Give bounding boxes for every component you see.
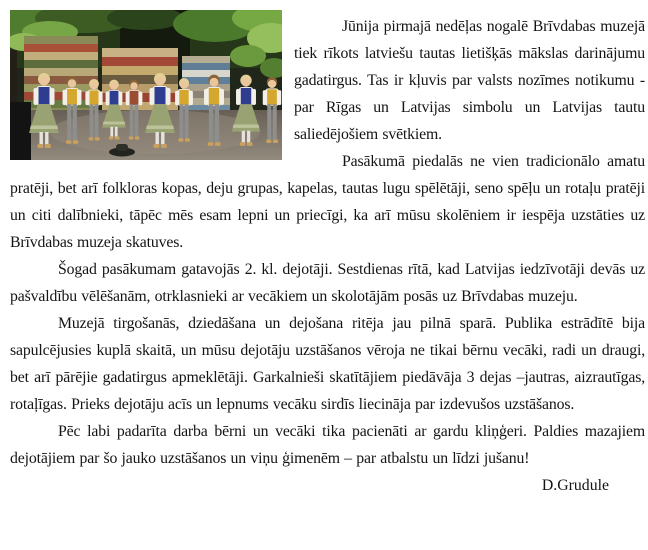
paragraph-preparation: Šogad pasākumam gatavojās 2. kl. dejotāji. Sestdienas rītā, kad Latvijas iedzīvotāji devās uz pašvaldību vēlēšanām, otrklasnieki ar vecākiem un skolotājām posās uz Brīvdabas muzeju.	[10, 261, 645, 305]
folk-dance-photo-illustration	[10, 10, 282, 160]
paragraph-participants: Pasākumā piedalās ne vien tradicionālo amatu pratēji, bet arī folkloras kopas, deju grupas, kapelas, tautas lugu spēlētāji, seno spēļu un rotaļu pratēji un citi dalībnieki, tāpēc mēs esam lepni un priecīgi, ka arī mūsu skolēniem ir iespēja uzstāties uz Brīvdabas muzeja skatuves.	[10, 153, 645, 251]
textile-panel-right	[182, 56, 230, 118]
paragraph-thanks: Pēc labi padarīta darba bērni un vecāki tika pacienāti ar gardu kliņģeri. Paldies mazajiem dejotājiem par šo jauko uzstāšanos un viņu ģimenēm – par atbalstu un līdzi jušanu!	[10, 423, 645, 467]
paragraph-intro: Jūnija pirmajā nedēļas nogalē Brīvdabas muzejā tiek rīkots latviešu tautas lietišķās mākslas darinājumu gadatirgus. Tas ir kļuvis par valsts nozīmes notikumu - par Rīgas un Latvijas simbolu un Latvijas tautu saliedējošiem svētkiem.	[294, 18, 645, 143]
event-photo	[10, 10, 282, 160]
paragraph-performance: Muzejā tirgošanās, dziedāšana un dejošana ritēja jau pilnā sparā. Publika estrādītē bija sapulcējusies kuplā skaitā, un mūsu dejotāju uzstāšanos vēroja ne tikai bērnu vecāki, radi un draugi, bet arī pārējie gadatirgus apmeklētāji. Garkalnieši skatītājiem piedāvāja 3 dejas –jautras, aizrautīgas, rotaļīgas. Prieks dejotāju acīs un lepnums vecāku sirdīs liecināja par izdevušos uzstāšanos.	[10, 315, 645, 413]
signature: D.Grudule	[541, 477, 609, 494]
